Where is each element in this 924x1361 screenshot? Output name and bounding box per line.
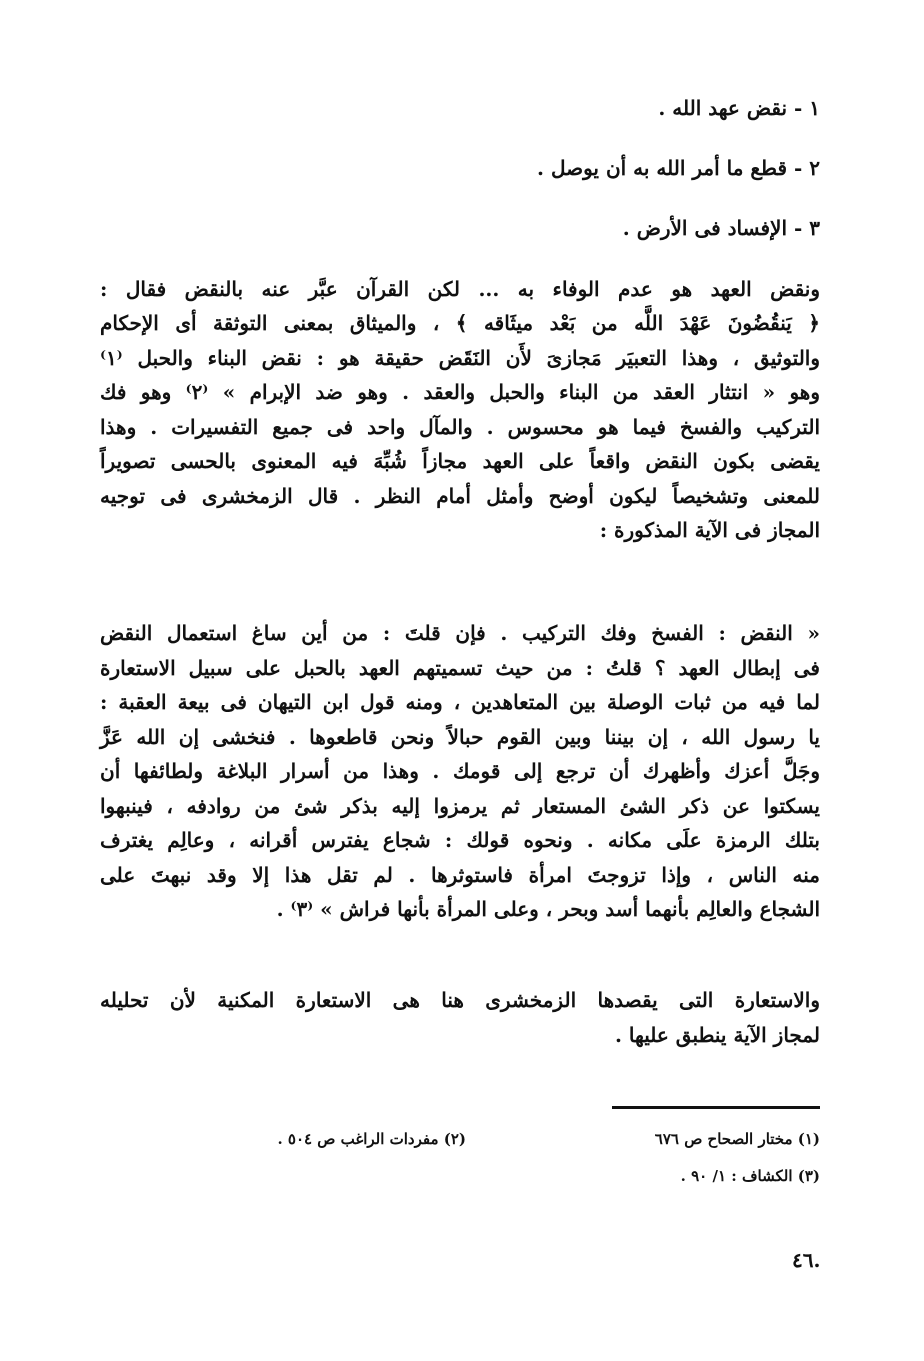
text-line: بتلك الرمزة علَى مكانه . ونحوه قولك : شجاع يفترس أقرانه ، وعالِم يغترف	[100, 828, 820, 852]
text-line: وهو « انتثار العقد من البناء والحبل والعقد . وهو ضد الإبرام » ⁽٢⁾ وهو فك	[100, 380, 821, 404]
text-line: المجاز فى الآية المذكورة :	[599, 518, 820, 542]
footnote-2: (٢) مفردات الراغب ص ٥٠٤ .	[277, 1130, 466, 1148]
list-item: ١ - نقض عهد الله .	[658, 96, 820, 120]
text-line: التركيب والفسخ فيما هو محسوس . والمآل واحد فى جميع التفسيرات . وهذا	[100, 415, 820, 439]
text-line: الشجاع والعالِم بأنهما أسد وبحر ، وعلى المرأة بأنها فراش » ⁽٣⁾ .	[276, 897, 820, 921]
footnote-3: (٣) الكشاف : ١/ ٩٠ .	[680, 1167, 820, 1185]
list-item: ٣ - الإفساد فى الأرض .	[622, 216, 820, 240]
text-line: لما فيه من ثبات الوصلة بين المتعاهدين ، ومنه قول ابن التيهان فى بيعة العقبة :	[100, 690, 820, 714]
footnote-divider	[612, 1106, 820, 1109]
text-line: يسكتوا عن ذكر الشئ المستعار ثم يرمزوا إليه بذكر شئ من روادفه ، فينبهوا	[100, 794, 820, 818]
list-item: ٢ - قطع ما أمر الله به أن يوصل .	[537, 156, 820, 180]
text-line: ﴿ يَنقُضُونَ عَهْدَ اللَّه من بَعْد ميثَاقه ﴾ ، والميثاق بمعنى التوثقة أى الإحكام	[100, 311, 820, 335]
footnote-1: (١) مختار الصحاح ص ٦٧٦	[654, 1130, 820, 1148]
text-line: وجَلَّ أعزك وأظهرك أن ترجع إلى قومك . وهذا من أسرار البلاغة ولطائفها أن	[100, 759, 821, 783]
text-line: يا رسول الله ، إن بيننا وبين القوم حبالاً ونحن قاطعوها . فنخشى إن الله عَزَّ	[100, 725, 820, 749]
page-number: ٤٦.	[792, 1248, 821, 1272]
text-line: منه الناس ، وإذا تزوجتَ امرأة فاستوثرها . لم تقل هذا إلا وقد نبهتَ على	[100, 863, 820, 887]
text-line: « النقض : الفسخ وفك التركيب . فإن قلتَ : من أين ساغ استعمال النقض	[100, 621, 820, 645]
text-line: للمعنى وتشخيصاً ليكون أوضح وأمثل أمام النظر . قال الزمخشرى فى توجيه	[100, 484, 820, 508]
text-line: والاستعارة التى يقصدها الزمخشرى هنا هى الاستعارة المكنية لأن تحليله	[100, 988, 820, 1012]
text-line: فى إبطال العهد ؟ قلتُ : من حيث تسميتهم العهد بالحبل على سبيل الاستعارة	[100, 656, 820, 680]
text-line: والتوثيق ، وهذا التعبيَر مَجازىَ لأَن النَقَض حقيقة هو : نقض البناء والحبل ⁽١⁾	[100, 346, 820, 370]
text-line: يقضى بكون النقض واقعاً على العهد مجازاً شُبِّهَ فيه المعنوى بالحسى تصويراً	[100, 449, 820, 473]
text-line: لمجاز الآية ينطبق عليها .	[614, 1023, 820, 1047]
text-line: ونقض العهد هو عدم الوفاء به ... لكن القرآن عبَّر عنه بالنقض فقال :	[100, 277, 820, 301]
